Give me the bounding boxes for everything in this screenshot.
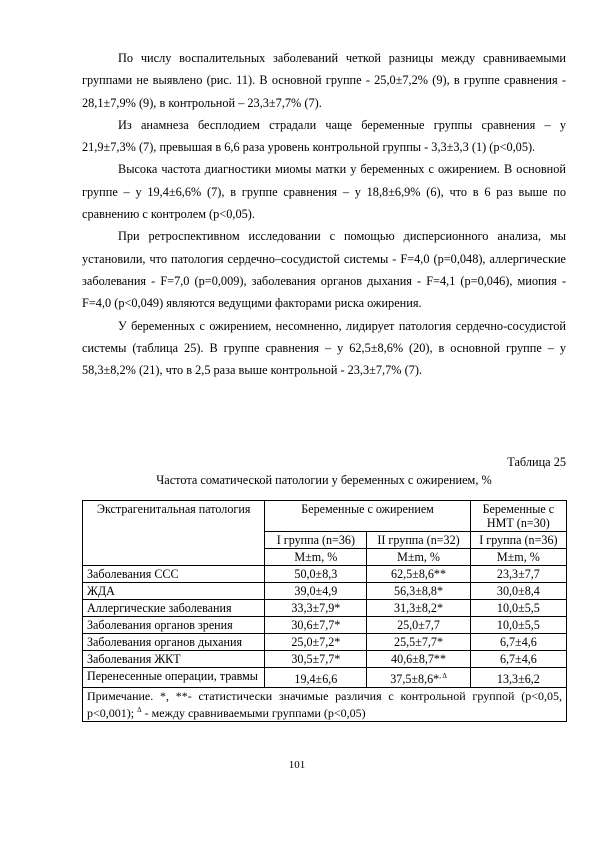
cell-group-1: 30,5±7,7* [265,651,367,668]
cell-group-3: 23,3±7,7 [470,566,566,583]
table-row [83,651,567,668]
cell-group-1: 25,0±7,2* [265,634,367,651]
paragraph: Из анамнеза бесплодием страдали чаще беременные группы сравнения – у 21,9±7,3% (7), превышая в 6,6 раза уровень контрольной группы - 3,3±3,3 (1) (p<0,05). [82,117,566,155]
unit-cell: M±m, % [265,549,367,566]
note-delta-mark: Δ [137,706,142,715]
page-number: 101 [288,759,306,771]
cell-group-3: 13,3±6,2 [470,668,566,688]
cell-group-2 [367,668,470,688]
subheader-group-1: I группа (n=36) [265,532,367,549]
cell-group-2: 56,3±8,8* [367,583,470,600]
header-normal-group: Беременные с НМТ (n=30) [470,501,566,532]
table-row [83,634,567,651]
table-row [83,668,567,688]
cell-group-2: 40,6±8,7** [367,651,470,668]
table-row [83,566,567,583]
cell-group-1: 30,6±7,7* [265,617,367,634]
note-text: Примечание. *, **- статистически значимые различия с контрольной группой (p<0,05, p<0,001); [87,689,562,721]
row-label: Аллергические заболевания [83,600,265,617]
header-pathology: Экстрагенитальная патология [83,501,265,566]
table-row [83,600,567,617]
paragraph: По числу воспалительных заболеваний четкой разницы между сравниваемыми группами не выявлено (рис. 11). В основной группе - 25,0±7,2% (9), в группе сравнения - 28,1±7,9% (9), в контрольной – 23,3±7,7% (7). [82,51,566,110]
unit-cell: M±m, % [367,549,470,566]
delta-mark: , Δ [439,672,447,680]
cell-group-2: 62,5±8,6** [367,566,470,583]
table-row [83,617,567,634]
cell-group-2: 25,5±7,7* [367,634,470,651]
paragraph: Высока частота диагностики миомы матки у беременных с ожирением. В основной группе – у 19,4±6,6% (7), в группе сравнения – у 18,8±6,9% (6), что в 6 раз выше по сравнению с контролем (p<0,05). [82,162,566,222]
table-note [83,688,567,722]
cell-group-1: 50,0±8,3 [265,566,367,583]
cell-group-1: 33,3±7,9* [265,600,367,617]
unit-cell: M±m, % [470,549,566,566]
pathology-table [82,500,567,722]
note-text: - между сравниваемыми группами (p<0,05) [141,706,366,721]
row-label: ЖДА [83,583,265,600]
cell-group-2: 31,3±8,2* [367,600,470,617]
table-row [83,583,567,600]
subheader-group-3: I группа (n=36) [470,532,566,549]
table-caption: Таблица 25 [507,455,566,469]
subheader-group-2: II группа (n=32) [367,532,470,549]
row-label: Заболевания органов дыхания [83,634,265,651]
row-label: Заболевания ССС [83,566,265,583]
cell-value: 37,5±8,6* [390,672,440,687]
cell-group-1: 39,0±4,9 [265,583,367,600]
row-label: Заболевания органов зрения [83,617,265,634]
paragraph: У беременных с ожирением, несомненно, лидирует патология сердечно-сосудистой системы (таблица 25). В группе сравнения – у 62,5±8,6% (20), в основной группе – у 58,3±8,2% (21), что в 2,5 раза выше контрольной - 23,3±7,7% (7). [82,318,566,378]
table-title: Частота соматической патологии у беременных с ожирением, % [156,473,492,487]
cell-group-2: 25,0±7,7 [367,617,470,634]
paragraph: При ретроспективном исследовании с помощью дисперсионного анализа, мы установили, что патология сердечно–сосудистой системы - F=4,0 (p=0,048), аллергические заболевания - F=7,0 (p=0,009), заболевания органов дыхания - F=4,1 (p=0,046), миопия - F=4,0 (p<0,049) являются ведущими факторами риска ожирения. [82,229,566,311]
table-header-row [83,501,567,532]
cell-group-3: 6,7±4,6 [470,634,566,651]
cell-group-3: 30,0±8,4 [470,583,566,600]
cell-group-3: 10,0±5,5 [470,617,566,634]
body-text [82,47,566,381]
row-label: Перенесенные операции, травмы [83,668,265,688]
table-note-row [83,688,567,722]
row-label: Заболевания ЖКТ [83,651,265,668]
cell-group-3: 6,7±4,6 [470,651,566,668]
header-obese-group: Беременные с ожирением [265,501,470,532]
cell-group-1: 19,4±6,6 [265,668,367,688]
cell-group-3: 10,0±5,5 [470,600,566,617]
